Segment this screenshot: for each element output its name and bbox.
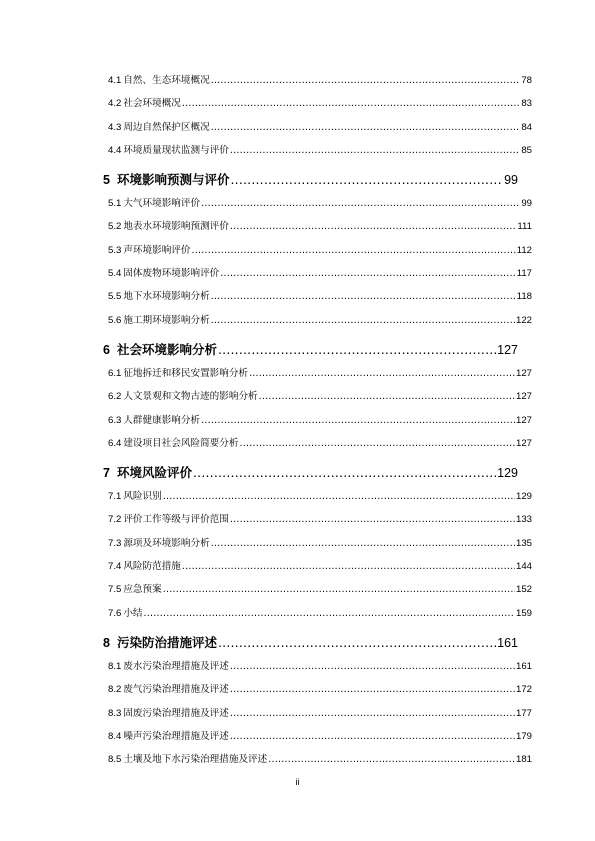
toc-entry-number: 6.3 xyxy=(108,414,122,426)
toc-leader-dots xyxy=(230,215,517,238)
toc-entry-number: 5.6 xyxy=(108,314,122,326)
toc-section-entry[interactable] xyxy=(103,69,532,92)
toc-entry-title: 地下水环境影响分析 xyxy=(123,291,210,303)
toc-entry-page: 122 xyxy=(515,314,532,326)
toc-section-entry[interactable] xyxy=(103,92,532,115)
toc-section-entry[interactable] xyxy=(103,578,532,601)
toc-entry-number: 7.1 xyxy=(108,491,122,503)
toc-leader-dots xyxy=(230,655,515,678)
toc-chapter-entry[interactable] xyxy=(103,168,532,192)
toc-entry-number: 8.5 xyxy=(108,754,122,766)
toc-entry-page: 133 xyxy=(515,514,532,526)
toc-entry-page: 172 xyxy=(515,684,532,696)
toc-leader-dots xyxy=(218,338,496,362)
toc-entry-title: 噪声污染治理措施及评述 xyxy=(123,730,229,742)
toc-entry-page: 161 xyxy=(515,660,532,672)
toc-entry-title: 社会环境概况 xyxy=(123,98,181,110)
toc-section-entry[interactable] xyxy=(103,655,532,678)
toc-entry-number: 7 xyxy=(103,466,110,481)
toc-section-entry[interactable] xyxy=(103,602,532,625)
toc-entry-page: 179 xyxy=(515,730,532,742)
toc-leader-dots xyxy=(211,532,515,555)
toc-entry-page: 127 xyxy=(497,342,518,357)
toc-leader-dots xyxy=(249,362,515,385)
toc-section-entry[interactable] xyxy=(103,725,532,748)
toc-section-entry[interactable] xyxy=(103,239,532,262)
toc-entry-number: 4.1 xyxy=(108,75,122,86)
toc-entry-page: 159 xyxy=(515,607,532,619)
toc-section-entry[interactable] xyxy=(103,555,532,578)
toc-section-entry[interactable] xyxy=(103,285,532,308)
toc-entry-number: 7.5 xyxy=(108,584,122,596)
toc-leader-dots xyxy=(211,285,516,308)
toc-section-entry[interactable] xyxy=(103,748,532,771)
toc-entry-page: 144 xyxy=(515,561,532,573)
toc-entry-number: 6.2 xyxy=(108,391,122,403)
toc-section-entry[interactable] xyxy=(103,508,532,531)
toc-leader-dots xyxy=(211,309,515,332)
toc-section-entry[interactable] xyxy=(103,485,532,508)
toc-entry-page: 99 xyxy=(504,173,518,188)
toc-entry-number: 7.2 xyxy=(108,514,122,526)
toc-entry-number: 6.1 xyxy=(108,367,122,379)
toc-entry-number: 8.4 xyxy=(108,730,122,742)
toc-section-entry[interactable] xyxy=(103,139,532,162)
toc-leader-dots xyxy=(201,409,515,432)
toc-section-entry[interactable] xyxy=(103,116,532,139)
toc-leader-dots xyxy=(163,485,515,508)
toc-entry-number: 4.4 xyxy=(108,144,122,156)
toc-entry-page: 177 xyxy=(515,707,532,719)
toc-entry-number: 8.3 xyxy=(108,707,122,719)
toc-entry-number: 7.6 xyxy=(108,607,122,619)
toc-entry-title: 大气环境影响评价 xyxy=(123,198,201,210)
toc-section-entry[interactable] xyxy=(103,532,532,555)
toc-leader-dots xyxy=(182,555,515,578)
toc-entry-title: 源项及环境影响分析 xyxy=(123,537,210,549)
toc-entry-number: 5.5 xyxy=(108,291,122,303)
toc-entry-number: 4.2 xyxy=(108,98,122,110)
toc-leader-dots xyxy=(259,385,515,408)
toc-entry-page: 78 xyxy=(521,75,532,86)
toc-leader-dots xyxy=(211,116,521,139)
toc-entry-page: 127 xyxy=(515,437,532,449)
toc-leader-dots xyxy=(239,432,515,455)
toc-section-entry[interactable] xyxy=(103,702,532,725)
toc-entry-title: 环境影响预测与评价 xyxy=(116,172,230,188)
toc-leader-dots xyxy=(218,631,496,655)
toc-entry-page: 161 xyxy=(497,635,518,650)
toc-entry-number: 8.1 xyxy=(108,660,122,672)
toc-entry-title: 固体废物环境影响评价 xyxy=(123,268,220,280)
toc-entry-number: 7.4 xyxy=(108,561,122,573)
toc-section-entry[interactable] xyxy=(103,362,532,385)
toc-entry-title: 风险识别 xyxy=(123,491,162,503)
table-of-contents xyxy=(103,69,532,771)
toc-entry-number: 5.2 xyxy=(108,221,122,233)
toc-leader-dots xyxy=(230,508,515,531)
toc-entry-title: 地表水环境影响预测评价 xyxy=(123,221,229,233)
toc-entry-title: 声环境影响评价 xyxy=(123,244,191,256)
toc-leader-dots xyxy=(211,69,521,92)
toc-chapter-entry[interactable] xyxy=(103,461,532,485)
toc-entry-number: 5.4 xyxy=(108,268,122,280)
toc-leader-dots xyxy=(201,192,520,215)
toc-entry-title: 小结 xyxy=(123,607,143,619)
toc-entry-number: 8.2 xyxy=(108,684,122,696)
toc-entry-number: 6.4 xyxy=(108,437,122,449)
toc-entry-page: 117 xyxy=(516,268,532,280)
toc-leader-dots xyxy=(193,461,496,485)
toc-section-entry[interactable] xyxy=(103,385,532,408)
toc-entry-page: 127 xyxy=(515,391,532,403)
toc-section-entry[interactable] xyxy=(103,215,532,238)
toc-entry-title: 环境风险评价 xyxy=(116,465,192,481)
toc-chapter-entry[interactable] xyxy=(103,631,532,655)
toc-entry-title: 应急预案 xyxy=(123,584,162,596)
toc-entry-page: 85 xyxy=(521,144,532,156)
toc-section-entry[interactable] xyxy=(103,409,532,432)
toc-entry-page: 127 xyxy=(515,414,532,426)
toc-entry-page: 111 xyxy=(517,221,532,233)
toc-leader-dots xyxy=(268,748,515,771)
toc-section-entry[interactable] xyxy=(103,192,532,215)
toc-entry-number: 8 xyxy=(103,635,110,650)
toc-entry-page: 83 xyxy=(521,98,532,110)
toc-entry-title: 风险防范措施 xyxy=(123,561,181,573)
toc-leader-dots xyxy=(192,239,516,262)
toc-entry-page: 152 xyxy=(515,584,532,596)
toc-leader-dots xyxy=(230,702,515,725)
toc-leader-dots xyxy=(182,92,520,115)
toc-leader-dots xyxy=(230,139,520,162)
toc-entry-page: 127 xyxy=(515,367,532,379)
toc-entry-title: 固废污染治理措施及评述 xyxy=(123,707,229,719)
toc-leader-dots xyxy=(230,725,515,748)
toc-entry-page: 99 xyxy=(521,198,532,210)
toc-entry-title: 污染防治措施评述 xyxy=(116,634,217,650)
toc-entry-page: 118 xyxy=(516,291,532,303)
toc-leader-dots xyxy=(230,678,515,701)
toc-entry-number: 6 xyxy=(103,342,110,357)
toc-entry-title: 废气污染治理措施及评述 xyxy=(123,684,229,696)
toc-entry-title: 施工期环境影响分析 xyxy=(123,314,210,326)
toc-entry-title: 废水污染治理措施及评述 xyxy=(123,660,229,672)
page-number: ii xyxy=(295,777,300,787)
toc-entry-number: 4.3 xyxy=(108,121,122,133)
toc-entry-title: 人群健康影响分析 xyxy=(123,414,201,426)
toc-entry-number: 7.3 xyxy=(108,537,122,549)
toc-leader-dots xyxy=(163,578,515,601)
toc-section-entry[interactable] xyxy=(103,678,532,701)
toc-entry-title: 环境质量现状监测与评价 xyxy=(123,144,229,156)
toc-entry-page: 84 xyxy=(521,121,532,133)
toc-entry-title: 社会环境影响分析 xyxy=(116,341,217,357)
toc-entry-title: 评价工作等级与评价范围 xyxy=(123,514,229,526)
toc-chapter-entry[interactable] xyxy=(103,338,532,362)
toc-entry-page: 129 xyxy=(515,491,532,503)
toc-leader-dots xyxy=(230,168,503,192)
toc-entry-page: 181 xyxy=(515,754,532,766)
toc-entry-page: 112 xyxy=(516,244,532,256)
toc-entry-title: 周边自然保护区概况 xyxy=(123,121,210,133)
toc-entry-number: 5.1 xyxy=(108,198,122,210)
toc-entry-title: 土壤及地下水污染治理措施及评述 xyxy=(123,754,268,766)
toc-leader-dots xyxy=(220,262,515,285)
toc-entry-number: 5 xyxy=(103,173,110,188)
toc-entry-title: 建设项目社会风险简要分析 xyxy=(123,437,239,449)
toc-leader-dots xyxy=(144,602,515,625)
toc-entry-page: 135 xyxy=(515,537,532,549)
toc-entry-title: 征地拆迁和移民安置影响分析 xyxy=(123,367,249,379)
toc-section-entry[interactable] xyxy=(103,432,532,455)
toc-entry-number: 5.3 xyxy=(108,244,122,256)
toc-entry-title: 自然、生态环境概况 xyxy=(123,75,210,86)
toc-section-entry[interactable] xyxy=(103,309,532,332)
toc-entry-page: 129 xyxy=(497,466,518,481)
toc-entry-title: 人文景观和文物古迹的影响分析 xyxy=(123,391,258,403)
toc-section-entry[interactable] xyxy=(103,262,532,285)
